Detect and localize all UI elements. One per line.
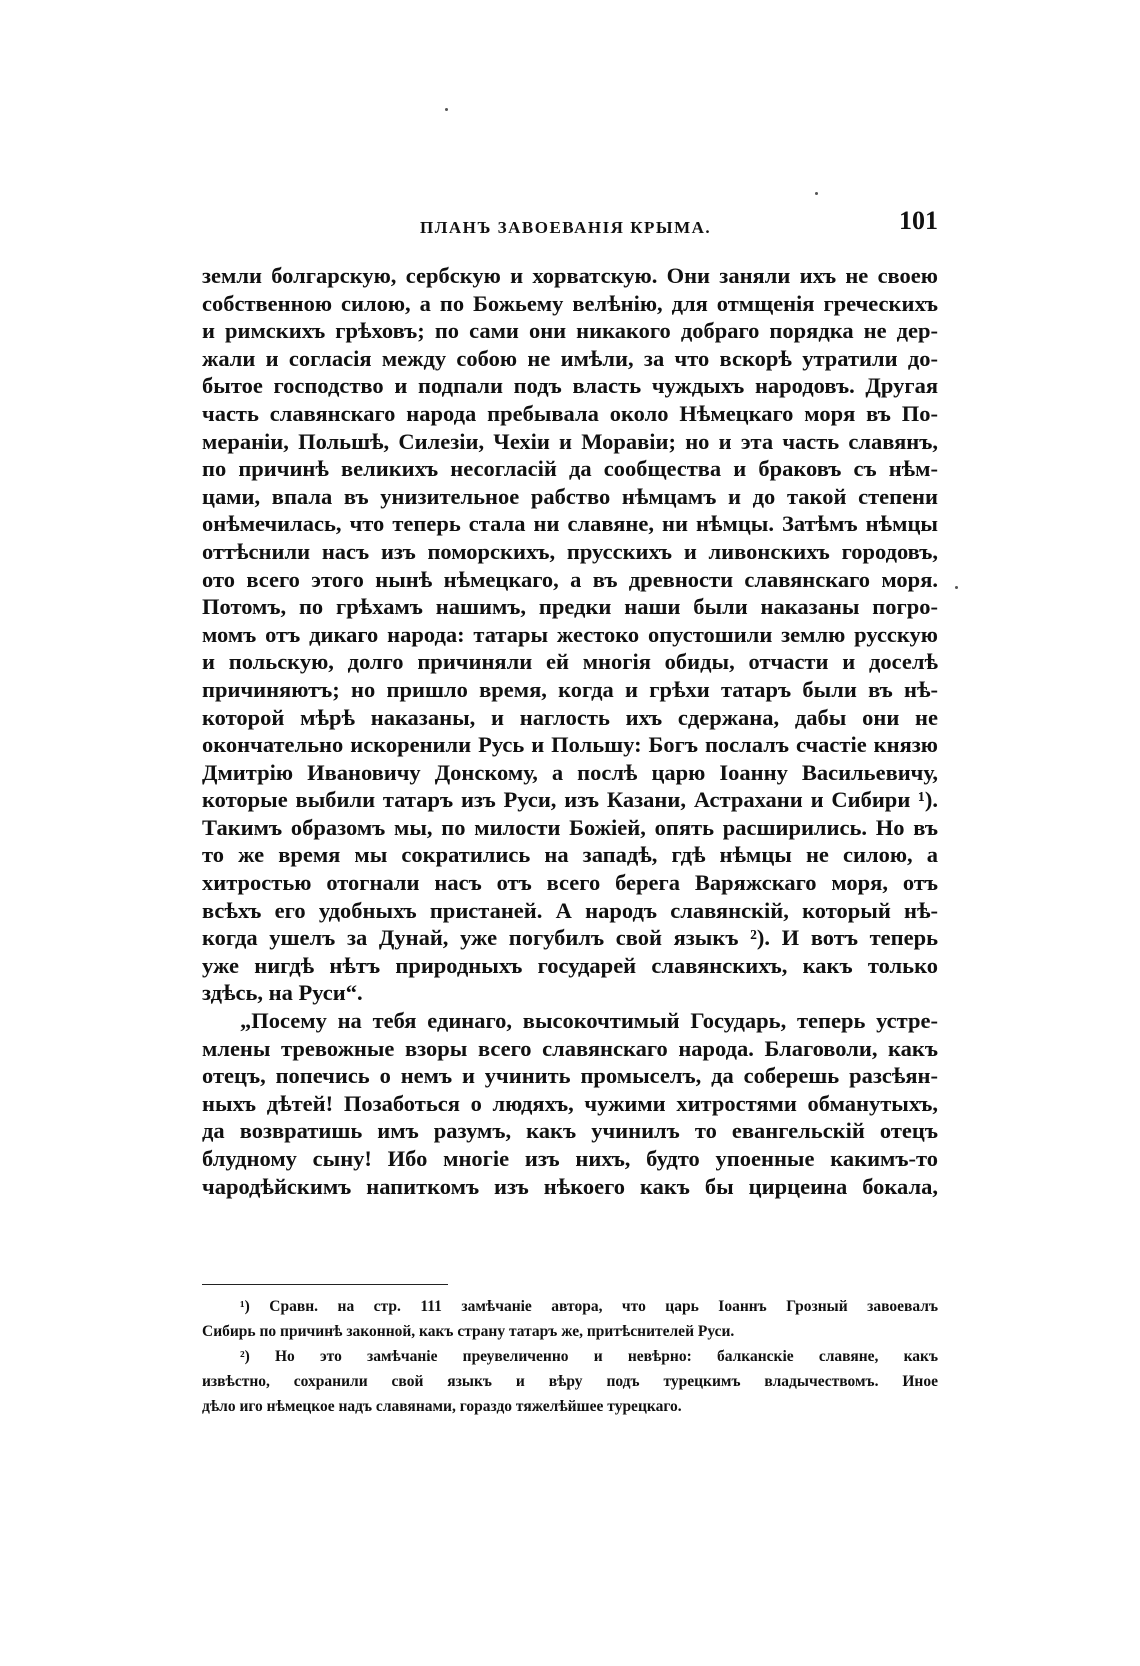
text-line: всѣхъ его удобныхъ пристаней. А народъ славянскій, который нѣ- xyxy=(202,897,938,923)
text-line: да возвратишь имъ разумъ, какъ учинилъ то евангельскій отецъ xyxy=(202,1118,938,1144)
print-speck xyxy=(815,192,818,195)
text-line: собственною силою, а по Божьему велѣнію, для отмщенія греческихъ xyxy=(202,290,938,316)
text-line: часть славянскаго народа пребывала около Нѣмецкаго моря въ По- xyxy=(202,400,938,426)
footnote-2-line: извѣстно, сохранили свой языкъ и вѣру подъ турецкимъ владычествомъ. Иное xyxy=(202,1373,938,1390)
text-line: Такимъ образомъ мы, по милости Божіей, опять расширились. Но въ xyxy=(202,814,938,840)
footnotes xyxy=(202,1294,938,1419)
text-line: ныхъ дѣтей! Позаботься о людяхъ, чужими хитростями обманутыхъ, xyxy=(202,1090,938,1116)
text-line: хитростью отогнали насъ отъ всего берега Варяжскаго моря, отъ xyxy=(202,870,938,896)
text-line: жали и согласія между собою не имѣли, за что вскорѣ утратили до- xyxy=(202,345,938,371)
text-line: уже нигдѣ нѣтъ природныхъ государей славянскихъ, какъ только xyxy=(202,952,938,978)
page-number: 101 xyxy=(899,206,938,235)
text-line: которые выбили татаръ изъ Руси, изъ Казани, Астрахани и Сибири ¹). xyxy=(202,787,938,813)
print-speck xyxy=(955,586,958,589)
footnote-1-line: Сибирь по причинѣ законной, какъ страну татаръ же, притѣснителей Руси. xyxy=(202,1323,735,1340)
text-line: Потомъ, по грѣхамъ нашимъ, предки наши были наказаны погро- xyxy=(202,594,938,620)
text-line: то же время мы сократились на западѣ, гдѣ нѣмцы не силою, а xyxy=(202,842,938,868)
body-text xyxy=(202,262,938,1200)
footnote-2-line: ²) Но это замѣчаніе преувеличенно и невѣрно: балканскіе славяне, какъ xyxy=(240,1348,938,1365)
text-line: и римскихъ грѣховъ; по сами они никакого добраго порядка не дер- xyxy=(202,318,938,344)
text-line: блудному сыну! Ибо многіе изъ нихъ, будто упоенные какимъ-то xyxy=(202,1146,938,1171)
text-line: ото всего этого нынѣ нѣмецкаго, а въ древности славянскаго моря. xyxy=(202,566,938,592)
text-line: цами, впала въ унизительное рабство нѣмцамъ и до такой степени xyxy=(202,483,938,509)
text-line: мераніи, Польшѣ, Силезіи, Чехіи и Моравіи; но и эта часть славянъ, xyxy=(202,428,938,454)
text-line: причиняютъ; но пришло время, когда и грѣхи татаръ были въ нѣ- xyxy=(202,676,938,702)
text-line: момъ отъ дикаго народа: татары жестоко опустошили землю русскую xyxy=(202,621,938,647)
text-line: оттѣснили насъ изъ поморскихъ, прусскихъ и ливонскихъ городовъ, xyxy=(202,538,938,564)
text-line: которой мѣрѣ наказаны, и наглость ихъ сдержана, дабы они не xyxy=(202,704,938,730)
footnote-1-line: ¹) Сравн. на стр. 111 замѣчаніе автора, что царь Іоаннъ Грозный завоевалъ xyxy=(240,1298,938,1315)
text-line: онѣмечилась, что теперь стала ни славяне, ни нѣмцы. Затѣмъ нѣмцы xyxy=(202,511,938,537)
print-speck xyxy=(445,108,448,111)
footnote-separator xyxy=(202,1284,448,1285)
text-line: окончательно искоренили Русь и Польшу: Богъ послалъ счастіе князю xyxy=(202,732,938,758)
footnote-2-line: дѣло иго нѣмецкое надъ славянами, гораздо тяжелѣйшее турецкаго. xyxy=(202,1398,682,1415)
paragraph-start-line: „Посему на тебя единаго, высокочтимый Государь, теперь устре- xyxy=(240,1008,938,1034)
text-line: и польскую, долго причиняли ей многія обиды, отчасти и доселѣ xyxy=(202,649,938,675)
text-line: млены тревожные взоры всего славянскаго народа. Благоволи, какъ xyxy=(202,1035,938,1061)
text-line: земли болгарскую, сербскую и хорватскую. Они заняли ихъ не своею xyxy=(202,263,938,288)
text-line: Дмитрію Ивановичу Донскому, а послѣ царю Іоанну Васильевичу, xyxy=(202,759,938,785)
paragraph-end-line: здѣсь, на Руси“. xyxy=(202,980,363,1006)
text-line: бытое господство и подпали подъ власть чуждыхъ народовъ. Другая xyxy=(202,373,938,399)
text-line: когда ушелъ за Дунай, уже погубилъ свой языкъ ²). И вотъ теперь xyxy=(202,925,938,951)
page-header xyxy=(202,206,938,244)
running-title: ПЛАНЪ ЗАВОЕВАНІЯ КРЫМА. xyxy=(420,218,712,237)
text-line: отецъ, попечись о немъ и учинить промыселъ, да соберешь разсѣян- xyxy=(202,1063,938,1089)
text-line: по причинѣ великихъ несогласій да сообщества и браковъ съ нѣм- xyxy=(202,456,938,482)
text-line: чародѣйскимъ напиткомъ изъ нѣкоего какъ бы цирцеина бокала, xyxy=(202,1173,938,1199)
